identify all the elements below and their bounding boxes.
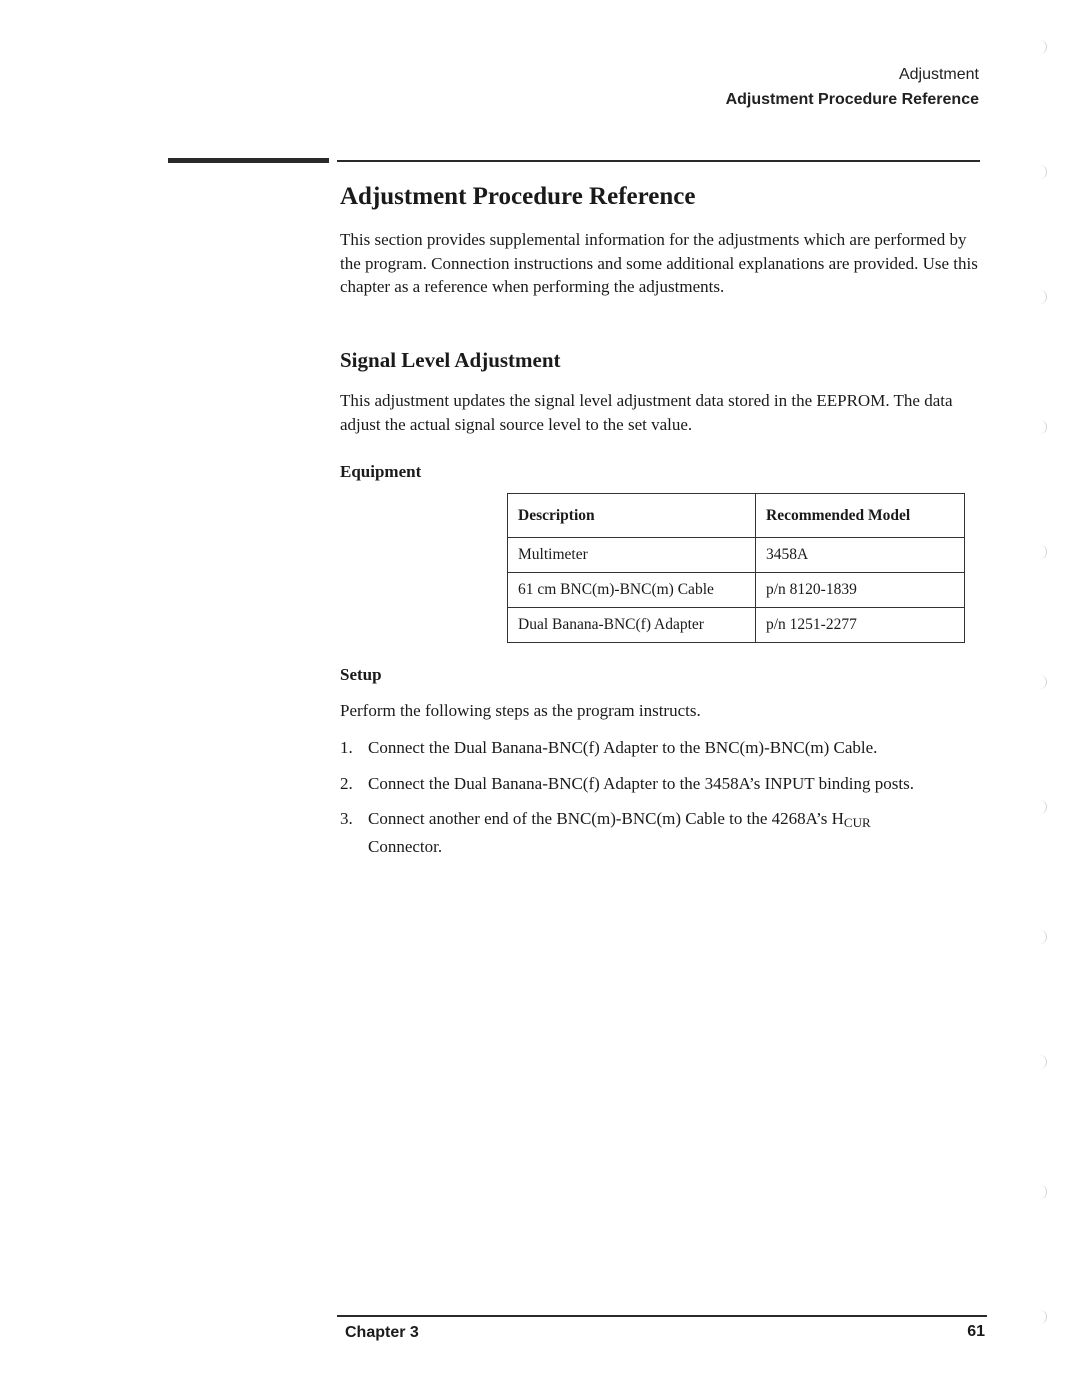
- section-marker-bar: [168, 158, 329, 163]
- setup-heading: Setup: [340, 665, 382, 684]
- table-cell-model: p/n 1251-2277: [756, 608, 965, 643]
- step-number: 2.: [340, 774, 353, 793]
- equipment-table: [507, 493, 965, 643]
- table-cell-description: 61 cm BNC(m)-BNC(m) Cable: [508, 573, 756, 608]
- scan-edge-mark: [1038, 675, 1047, 689]
- scan-edge-mark: [1038, 165, 1047, 179]
- step-text: Connect the Dual Banana-BNC(f) Adapter to the 3458A’s INPUT binding posts.: [368, 774, 914, 793]
- footer-rule: [337, 1315, 987, 1317]
- signal-level-description: This adjustment updates the signal level adjustment data stored in the EEPROM. The data adjust the actual signal source level to the set value.: [340, 391, 953, 434]
- scan-edge-mark: [1038, 1185, 1047, 1199]
- list-item: [340, 807, 970, 859]
- scan-edge-mark: [1038, 1055, 1047, 1069]
- list-item: [340, 736, 970, 760]
- intro-paragraph: This section provides supplemental information for the adjustments which are performed by the program. Connection instructions and some additional explanations are provided. Use this chapter as a reference when performing the adjustments.: [340, 230, 978, 296]
- table-row: [508, 573, 965, 608]
- table-cell-model: p/n 8120-1839: [756, 573, 965, 608]
- scan-edge-mark: [1038, 40, 1047, 54]
- step-text-part: Connect another end of the BNC(m)-BNC(m) Cable to the 4268A’s H: [368, 809, 844, 828]
- step-text: [368, 807, 970, 859]
- scan-edge-mark: [1038, 930, 1047, 944]
- scan-edge-mark: [1038, 420, 1047, 434]
- step-text-part: Connector.: [368, 837, 443, 856]
- step-number: 1.: [340, 738, 353, 757]
- column-header-description: Description: [508, 494, 756, 538]
- step-number: 3.: [340, 809, 353, 828]
- header-rule: [337, 160, 980, 162]
- list-item: [340, 772, 970, 796]
- footer-page-number: 61: [967, 1323, 985, 1340]
- equipment-heading: Equipment: [340, 462, 422, 481]
- running-header-section: Adjustment: [898, 66, 979, 83]
- table-cell-description: Dual Banana-BNC(f) Adapter: [508, 608, 756, 643]
- table-row: [508, 608, 965, 643]
- running-header-subsection: Adjustment Procedure Reference: [725, 91, 979, 108]
- subscript-cur: CUR: [843, 815, 871, 830]
- scan-edge-mark: [1038, 800, 1047, 814]
- table-cell-description: Multimeter: [508, 538, 756, 573]
- table-header-row: [508, 494, 965, 538]
- setup-steps-list: [340, 736, 970, 859]
- table-cell-model: 3458A: [756, 538, 965, 573]
- footer-chapter: Chapter 3: [345, 1324, 419, 1341]
- step-text: Connect the Dual Banana-BNC(f) Adapter to the BNC(m)-BNC(m) Cable.: [368, 738, 878, 757]
- page-title: Adjustment Procedure Reference: [340, 183, 696, 210]
- scan-edge-mark: [1038, 290, 1047, 304]
- scan-edge-mark: [1038, 545, 1047, 559]
- scan-edge-mark: [1038, 1310, 1047, 1324]
- signal-level-heading: Signal Level Adjustment: [340, 348, 561, 372]
- setup-intro: Perform the following steps as the program instructs.: [340, 701, 701, 720]
- column-header-recommended-model: Recommended Model: [756, 494, 965, 538]
- table-row: [508, 538, 965, 573]
